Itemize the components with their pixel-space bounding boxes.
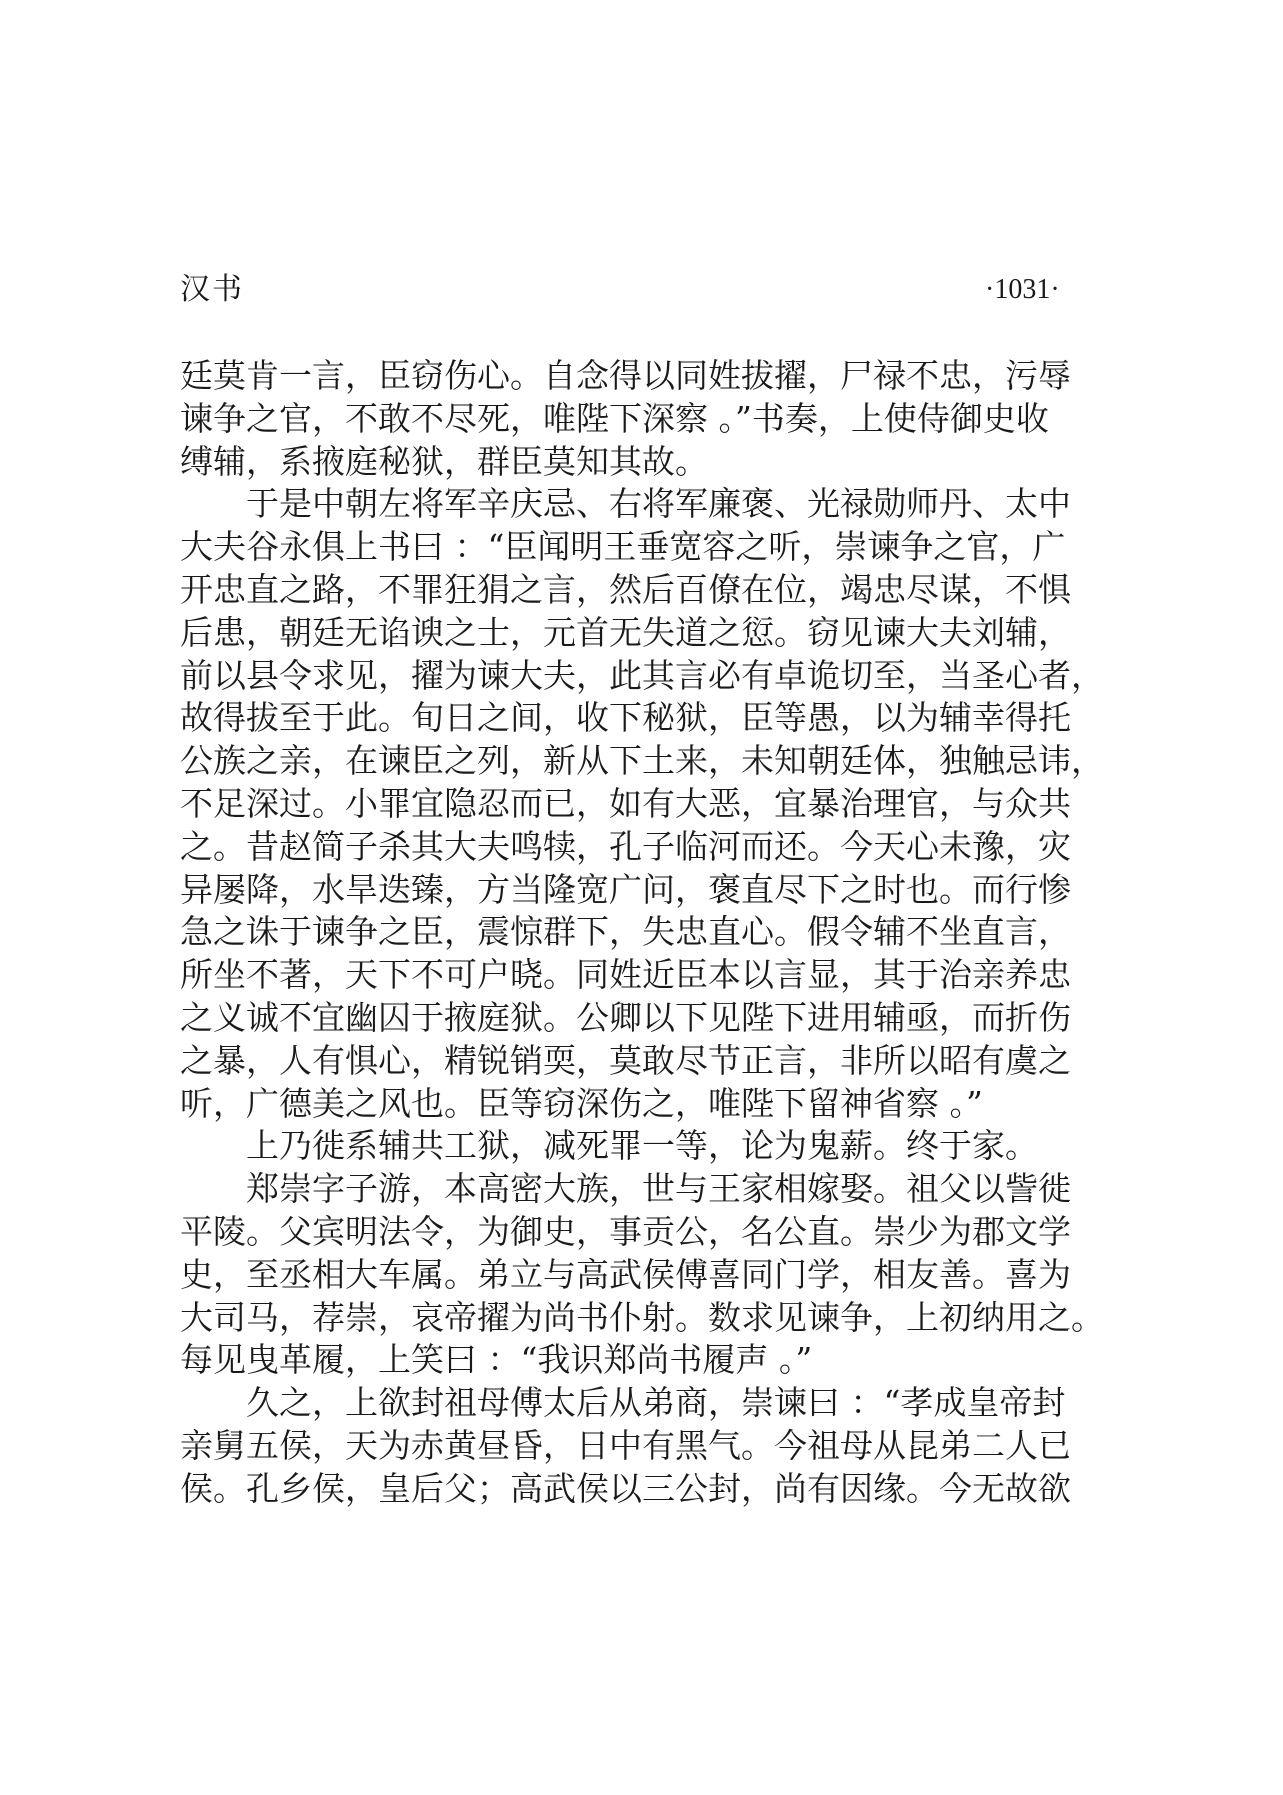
text-line: 不足深过。小罪宜隐忍而已，如有大恶，宜暴治理官，与众共 xyxy=(180,783,1071,823)
text-line: 缚辅，系掖庭秘狱，群臣莫知其故。 xyxy=(180,441,708,481)
text-line: 开忠直之路，不罪狂狷之言，然后百僚在位，竭忠尽谋，不惧 xyxy=(180,569,1071,609)
text-line: 后患，朝廷无谄谀之士，元首无失道之愆。窃见谏大夫刘辅， xyxy=(180,612,1071,652)
text-line: 之。昔赵简子杀其大夫鸣犊，孔子临河而还。今天心未豫，灾 xyxy=(180,826,1071,866)
page-number: ·1031· xyxy=(985,274,1060,305)
text-line: 侯。孔乡侯，皇后父；高武侯以三公封，尚有因缘。今无故欲 xyxy=(180,1468,1071,1508)
text-line: 于是中朝左将军辛庆忌、右将军廉褒、光禄勋师丹、太中 xyxy=(180,484,1071,524)
text-line: 所坐不著，天下不可户晓。同姓近臣本以言显，其于治亲养忠 xyxy=(180,955,1071,995)
text-line: 谏争之官，不敢不尽死，唯陛下深察 。”书奏，上使侍御史收 xyxy=(180,398,1049,438)
text-line: 之暴，人有惧心，精锐销耎，莫敢尽节正言，非所以昭有虞之 xyxy=(180,1040,1071,1080)
text-line: 公族之亲，在谏臣之列，新从下土来，未知朝廷体，独触忌讳， xyxy=(180,741,1104,781)
text-line: 故得拔至于此。旬日之间，收下秘狱，臣等愚，以为辅幸得托 xyxy=(180,698,1071,738)
body-text xyxy=(180,355,1104,1511)
text-line: 久之，上欲封祖母傅太后从弟商，崇谏曰 ：“孝成皇帝封 xyxy=(180,1383,1066,1423)
text-line: 急之诛于谏争之臣，震惊群下，失忠直心。假令辅不坐直言， xyxy=(180,912,1071,952)
text-line: 听，广德美之风也。臣等窃深伤之，唯陛下留神省察 。” xyxy=(180,1083,983,1123)
text-line: 大夫谷永俱上书曰 ：“臣闻明王垂宽容之听，崇谏争之官，广 xyxy=(180,527,1066,567)
text-line: 异屡降，水旱迭臻，方当隆宽广问，褒直尽下之时也。而行惨 xyxy=(180,869,1071,909)
text-line: 亲舅五侯，天为赤黄昼昏，日中有黑气。今祖母从昆弟二人已 xyxy=(180,1425,1071,1465)
text-line: 每见曳革履，上笑曰 ：“我识郑尚书履声 。” xyxy=(180,1340,813,1380)
text-line: 平陵。父宾明法令，为御史，事贡公，名公直。崇少为郡文学 xyxy=(180,1211,1071,1251)
text-line: 上乃徙系辅共工狱，减死罪一等，论为鬼薪。终于家。 xyxy=(180,1126,1038,1166)
text-line: 大司马，荐崇，哀帝擢为尚书仆射。数求见谏争，上初纳用之。 xyxy=(180,1297,1104,1337)
text-line: 前以县令求见，擢为谏大夫，此其言必有卓诡切至，当圣心者， xyxy=(180,655,1104,695)
text-line: 史，至丞相大车属。弟立与高武侯傅喜同门学，相友善。喜为 xyxy=(180,1254,1071,1294)
text-line: 之义诚不宜幽囚于掖庭狱。公卿以下见陛下进用辅亟，而折伤 xyxy=(180,997,1071,1037)
book-title: 汉书 xyxy=(180,272,244,307)
text-line: 郑崇字子游，本高密大族，世与王家相嫁娶。祖父以訾徙 xyxy=(180,1169,1071,1209)
text-line: 廷莫肯一言，臣窃伤心。自念得以同姓拔擢，尸禄不忠，污辱 xyxy=(180,356,1071,395)
